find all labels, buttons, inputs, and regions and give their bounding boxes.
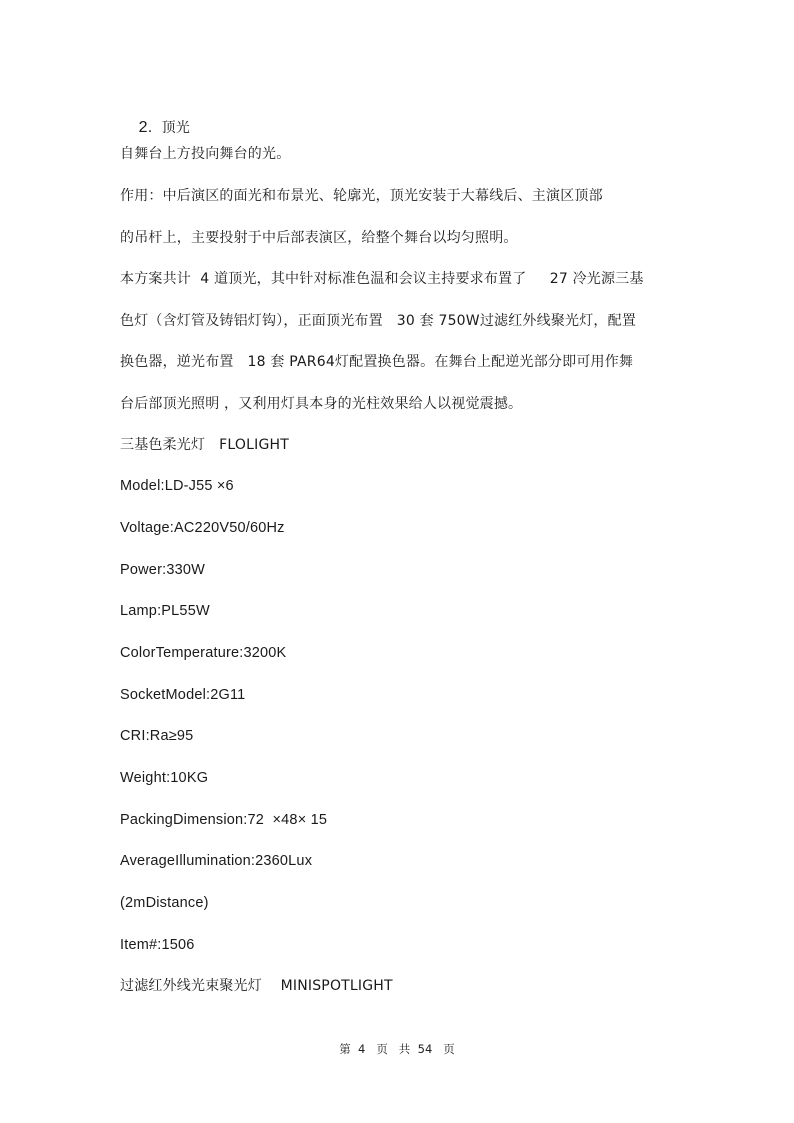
spec-line: ColorTemperature:3200K bbox=[120, 645, 287, 661]
spec-line: PackingDimension:72 ×48× 15 bbox=[120, 812, 328, 828]
product-heading: 过滤红外线光束聚光灯 MINISPOTLIGHT bbox=[120, 978, 393, 994]
spec-line: CRI:Ra≥95 bbox=[120, 728, 194, 744]
paragraph-line: 台后部顶光照明 ，又利用灯具本身的光柱效果给人以视觉震撼。 bbox=[120, 396, 523, 412]
spec-line: Voltage:AC220V50/60Hz bbox=[120, 520, 285, 536]
section-number: 2. bbox=[138, 119, 153, 136]
paragraph-line: 换色器，逆光布置 18 套 PAR64灯配置换色器。在舞台上配逆光部分即可用作舞 bbox=[120, 354, 634, 370]
product-heading: 三基色柔光灯 FLOLIGHT bbox=[120, 437, 289, 453]
spec-line: Power:330W bbox=[120, 562, 206, 578]
section-title: 顶光 bbox=[161, 120, 191, 136]
spec-line: Weight:10KG bbox=[120, 770, 209, 786]
paragraph-line: 的吊杆上，主要投射于中后部表演区，给整个舞台以均匀照明。 bbox=[120, 230, 518, 246]
spec-line: SocketModel:2G11 bbox=[120, 687, 246, 703]
spec-line: (2mDistance) bbox=[120, 895, 209, 911]
paragraph-line: 自舞台上方投向舞台的光。 bbox=[120, 146, 291, 162]
paragraph-line: 色灯（含灯管及铸铝灯钩），正面顶光布置 30 套 750W过滤红外线聚光灯，配置 bbox=[120, 313, 637, 329]
spec-line: Item#:1506 bbox=[120, 937, 195, 953]
page-footer: 第 4 页 共 54 页 bbox=[339, 1042, 455, 1056]
spec-line: Model:LD-J55 ×6 bbox=[120, 478, 234, 494]
paragraph-line: 本方案共计 4 道顶光，其中针对标准色温和会议主持要求布置了 27 冷光源三基 bbox=[120, 271, 644, 287]
paragraph-line: 作用：中后演区的面光和布景光、轮廓光，顶光安装于大幕线后、主演区顶部 bbox=[120, 188, 603, 204]
spec-line: Lamp:PL55W bbox=[120, 603, 210, 619]
spec-line: AverageIllumination:2360Lux bbox=[120, 853, 313, 869]
